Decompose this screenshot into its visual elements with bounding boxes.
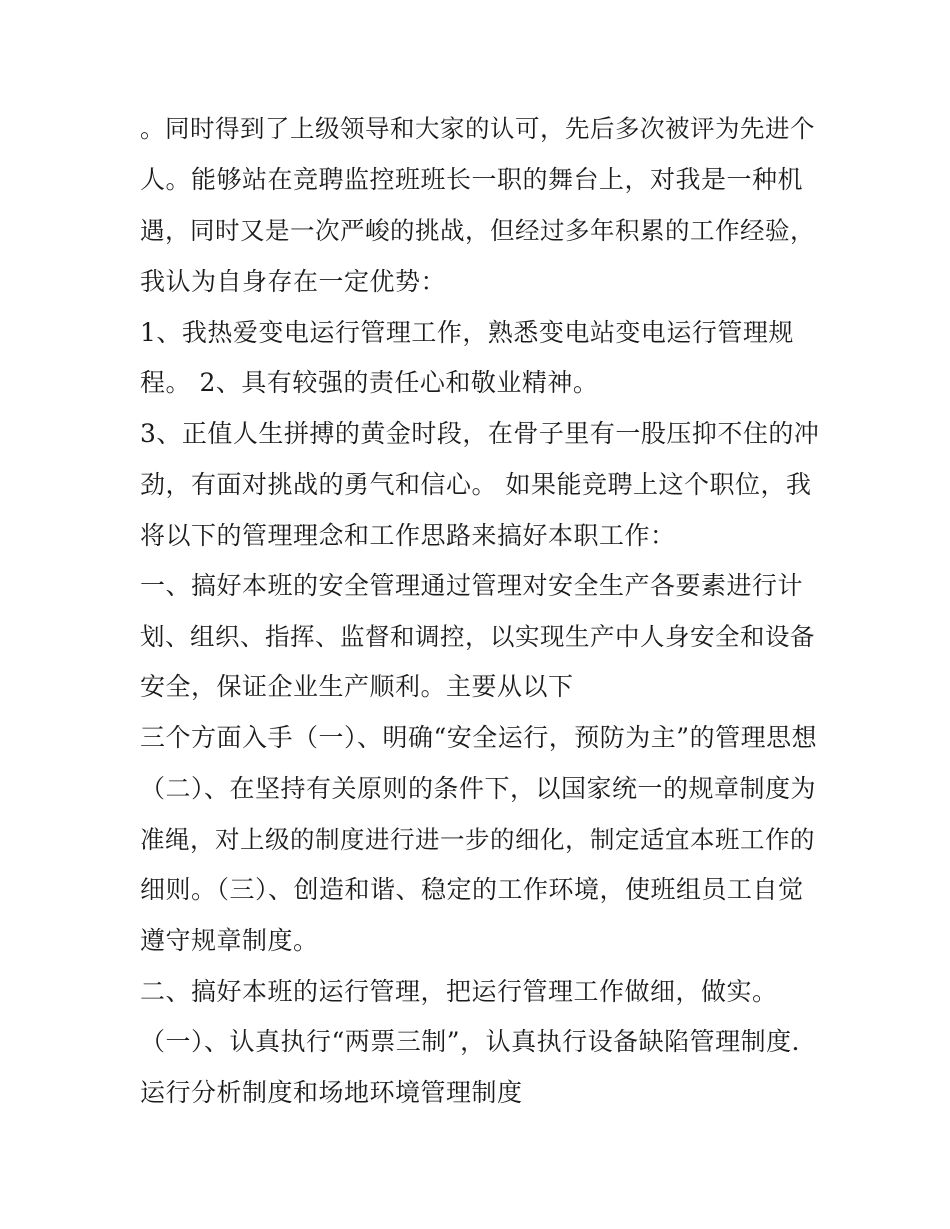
text-line: 细则。（三）、创造和谐、稳定的工作环境，使班组员工自觉 [140, 875, 804, 904]
text-line: 遵守规章制度。 [140, 926, 319, 955]
text-line: 1、我热爱变电运行管理工作，熟悉变电站变电运行管理规 [140, 318, 794, 347]
text-line: 一、搞好本班的安全管理通过管理对安全生产各要素进行计 [140, 571, 804, 600]
text-line: 我认为自身存在一定优势： [140, 267, 447, 296]
text-line: 劲，有面对挑战的勇气和信心。 如果能竞聘上这个职位，我 [140, 470, 812, 499]
text-line: 人。能够站在竞聘监控班班长一职的舞台上，对我是一种机 [140, 165, 804, 194]
text-line: 安全，保证企业生产顺利。主要从以下 [140, 672, 574, 701]
text-line: 。同时得到了上级领导和大家的认可，先后多次被评为先进个 [140, 114, 815, 143]
text-line: 将以下的管理理念和工作思路来搞好本职工作： [140, 521, 676, 550]
text-line: 准绳，对上级的制度进行进一步的细化，制定适宜本班工作的 [140, 825, 815, 854]
text-line: 三个方面入手（一）、明确“安全运行，预防为主”的管理思想 [140, 723, 818, 752]
text-line: 二、搞好本班的运行管理，把运行管理工作做细，做实。 [140, 977, 778, 1006]
text-line: 划、组织、指挥、监督和调控，以实现生产中人身安全和设备 [140, 622, 815, 651]
text-line: 运行分析制度和场地环境管理制度 [140, 1078, 523, 1107]
text-line: 遇，同时又是一次严峻的挑战，但经过多年积累的工作经验， [140, 216, 815, 245]
text-line: （二）、在坚持有关原则的条件下，以国家统一的规章制度为 [140, 774, 817, 803]
text-line: 程。 2、具有较强的责任心和敬业精神。 [140, 368, 599, 397]
text-line: 3、正值人生拼搏的黄金时段，在骨子里有一股压抑不住的冲 [140, 419, 820, 448]
text-line: （一）、认真执行“两票三制”，认真执行设备缺陷管理制度． [140, 1027, 818, 1056]
